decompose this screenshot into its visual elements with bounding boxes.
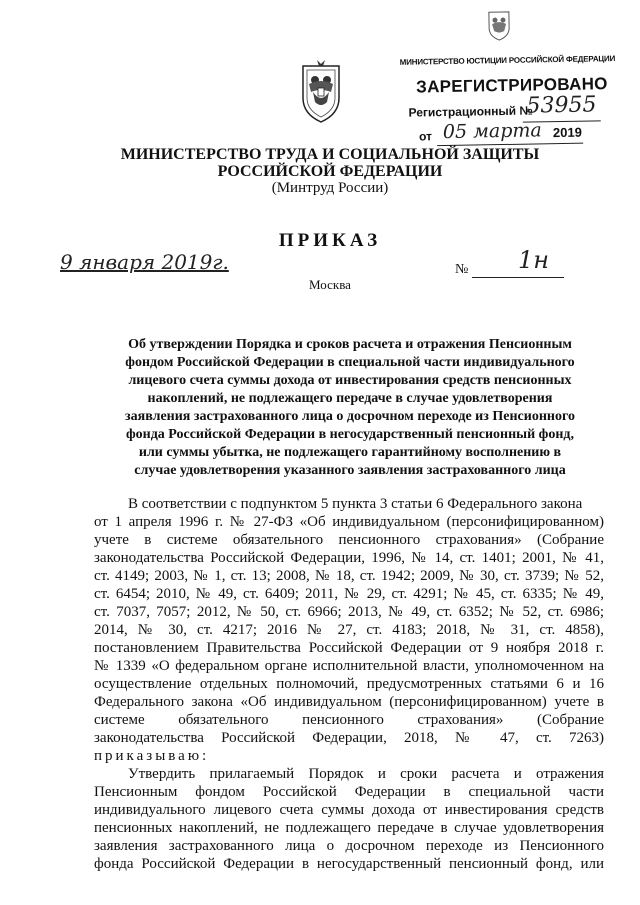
body-line: постановлением Правительства Российской Федерации от 9 ноября 2018 г. xyxy=(94,640,604,656)
body-line: от 1 апреля 1996 г. № 27-ФЗ «Об индивидуальном (персонифицированном) xyxy=(94,514,604,530)
title-line: лицевого счета суммы дохода от инвестирования средств пенсионных xyxy=(128,373,572,388)
body-line: осуществление отдельных полномочий, предусмотренных статьями 6 и 16 xyxy=(94,676,604,692)
ministry-name-line-1: МИНИСТЕРСТВО ТРУДА И СОЦИАЛЬНОЙ ЗАЩИТЫ xyxy=(120,146,540,163)
ministry-name-line-2: РОССИЙСКОЙ ФЕДЕРАЦИИ xyxy=(217,163,443,180)
stamp-registered: ЗАРЕГИСТРИРОВАНО xyxy=(415,74,608,97)
stamp-emblem-icon xyxy=(479,4,520,43)
title-line: фонда Российской Федерации в негосударственный пенсионный фонд, xyxy=(125,427,575,442)
order-number-label: № xyxy=(455,262,469,277)
stamp-reg-label: Регистрационный № xyxy=(408,103,533,120)
body-line: системе обязательного пенсионного страхования» (Собрание xyxy=(94,712,604,728)
body-line: В соответствии с подпунктом 5 пункта 3 статьи 6 Федерального закона xyxy=(128,496,583,512)
registration-stamp xyxy=(397,2,616,154)
order-heading: ПРИКАЗ xyxy=(278,230,382,251)
body-line: индивидуального лицевого счета суммы дохода от инвестирования средств xyxy=(94,802,604,818)
body-line: учете в системе обязательного пенсионного страхования» (Собрание xyxy=(94,532,604,548)
body-line: ст. 4149; 2003, № 1, ст. 13; 2008, № 18, ст. 1942; 2009, № 30, ст. 3739; № 52, xyxy=(94,568,604,584)
stamp-reg-year: 2019 xyxy=(552,124,583,141)
body-line: пенсионных накоплений, не подлежащего передаче в случае удовлетворения xyxy=(94,820,604,836)
body-line: законодательства Российской Федерации, 2018, № 47, ст. 7263) xyxy=(94,730,604,746)
body-line: Пенсионным фондом Российской Федерации в специальной части xyxy=(94,784,604,800)
body-line: фонда Российской Федерации в негосударственный пенсионный фонд, или xyxy=(94,856,604,872)
body-line: № 1339 «О федеральном органе исполнительной власти, уполномоченном на xyxy=(94,658,604,674)
body-line: Утвердить прилагаемый Порядок и сроки расчета и отражения xyxy=(128,766,604,782)
body-line: Федерального закона «Об индивидуальном (персонифицированном) учете в xyxy=(94,694,604,710)
body-line: законодательства Российской Федерации, 1996, № 14, ст. 1401; 2001, № 41, xyxy=(94,550,604,566)
body-line: заявления застрахованного лица о досрочном переходе из Пенсионного xyxy=(94,838,604,854)
body-line: ст. 6454; 2010, № 49, ст. 6409; 2011, № 29, ст. 4291; № 45, ст. 6335; № 49, xyxy=(94,586,604,602)
title-line: накоплений, не подлежащего передаче в случае удовлетворения xyxy=(147,391,553,406)
title-line: фондом Российской Федерации в специальной части индивидуального xyxy=(125,355,575,370)
order-date-handwritten: 9 января 2019г. xyxy=(60,250,229,274)
stamp-ministry: МИНИСТЕРСТВО ЮСТИЦИИ РОССИЙСКОЙ ФЕДЕРАЦИИ xyxy=(399,54,616,67)
title-line: заявления застрахованного лица о досрочном переходе из Пенсионного xyxy=(125,409,575,424)
order-city: Москва xyxy=(309,277,351,292)
title-line: или суммы убытка, не подлежащего гарантийному восполнению в xyxy=(138,445,562,460)
order-number-handwritten: 1н xyxy=(518,246,550,274)
coat-of-arms-emblem xyxy=(297,58,345,124)
stamp-reg-number: 53955 xyxy=(526,92,597,119)
stamp-reg-date: 05 марта xyxy=(442,119,542,144)
body-line: 2014, № 30, ст. 4217; 2016 № 27, ст. 4183; 2018, № 31, ст. 4858), xyxy=(94,622,604,638)
title-line: случае удовлетворения указанного заявления застрахованного лица xyxy=(134,463,566,478)
body-line-decree: приказываю: xyxy=(94,748,210,764)
body-line: ст. 7037, 7057; 2012, № 50, ст. 6966; 2013, № 49, ст. 6352; № 52, ст. 6986; xyxy=(94,604,604,620)
title-line: Об утверждении Порядка и сроков расчета и отражения Пенсионным xyxy=(128,337,572,352)
order-number-line xyxy=(472,277,564,278)
stamp-from-label: от xyxy=(418,129,433,144)
ministry-short-name: (Минтруд России) xyxy=(271,180,389,196)
